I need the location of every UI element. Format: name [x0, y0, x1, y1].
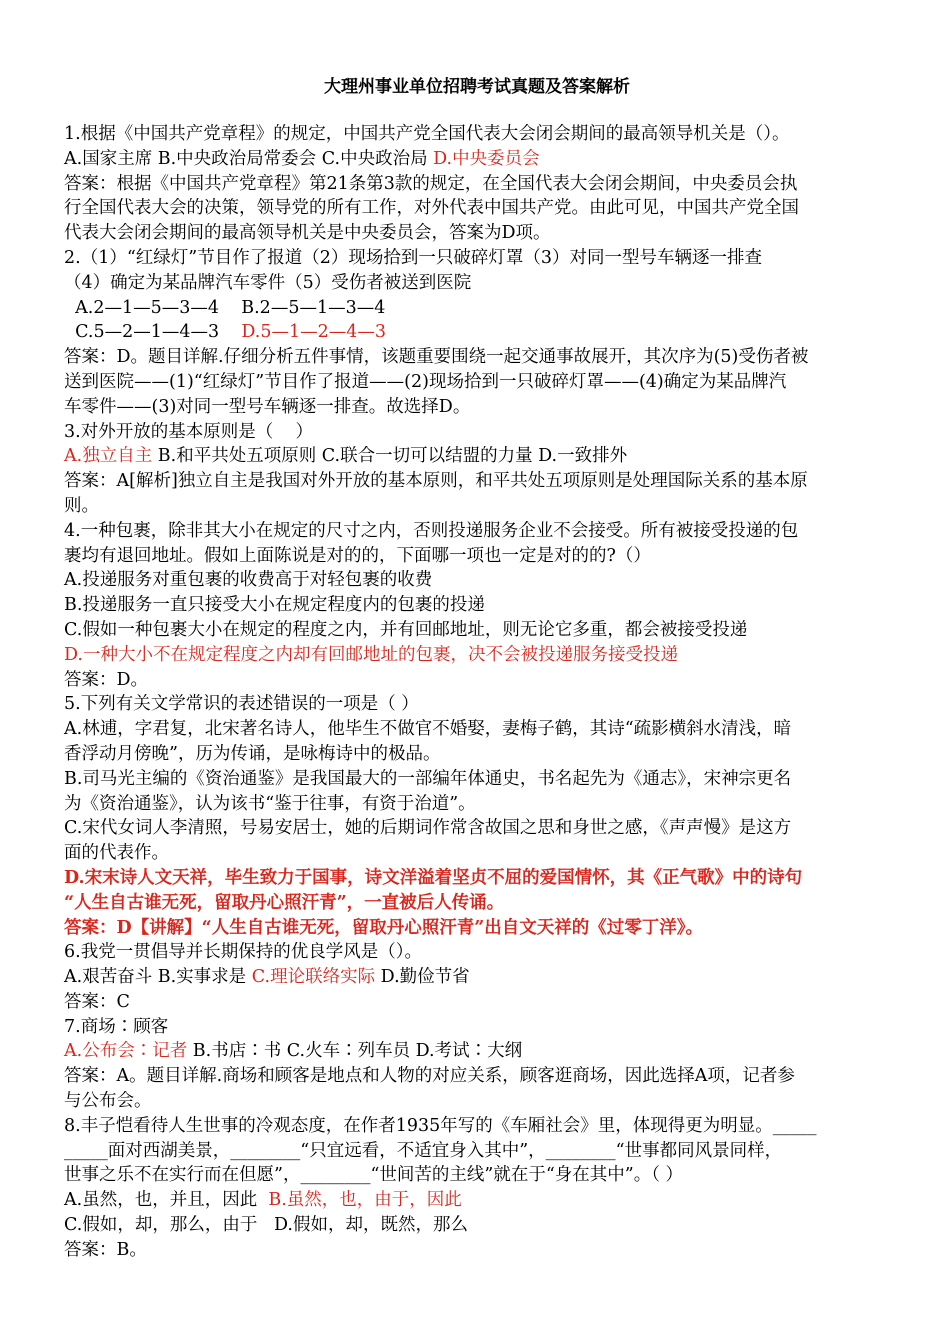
text-span: B.书店∶书 C.火车∶列车员 D.考试∶大纲 [187, 1041, 523, 1062]
answer-highlight: 答案：D【讲解】“人生自古谁无死，留取丹心照汗青”出自文天祥的《过零丁洋》。 [64, 917, 704, 938]
text-line [64, 618, 890, 643]
text-line [64, 940, 890, 965]
text-line [64, 916, 890, 941]
text-line [64, 717, 890, 742]
text-line [64, 643, 890, 668]
text-line [64, 568, 890, 593]
text-span: 2.（1）“红绿灯”节目作了报道（2）现场拾到一只破碎灯罩（3）对同一型号车辆逐一排查 [64, 247, 762, 268]
text-line [64, 519, 890, 544]
text-line [64, 221, 890, 246]
text-span: 答案：C [64, 991, 130, 1012]
text-line [64, 866, 890, 891]
text-line [64, 965, 890, 990]
text-line [64, 320, 890, 345]
text-line [64, 1015, 890, 1040]
text-span: 8.丰子恺看待人生世事的冷观态度，在作者1935年写的《车厢社会》里，体现得更为明显。_____ [64, 1115, 817, 1136]
text-line [64, 345, 890, 370]
answer-highlight: C.理论联络实际 [251, 967, 376, 988]
text-line [64, 1089, 890, 1114]
text-line [64, 593, 890, 618]
text-line [64, 990, 890, 1015]
answer-highlight: B.虽然，也，由于，因此 [268, 1190, 462, 1211]
text-span: 与公布会。 [64, 1091, 152, 1112]
text-span: 世事之乐不在实行而在但愿”，________“世间苦的主线”就在于“身在其中”。（ ） [64, 1165, 684, 1186]
text-line [64, 544, 890, 569]
answer-highlight: D.宋末诗人文天祥，毕生致力于国事，诗文洋溢着坚贞不屈的爱国情怀，其《正气歌》中的诗句 [64, 867, 803, 888]
text-span: 4.一种包裹，除非其大小在规定的尺寸之内，否则投递服务企业不会接受。所有被接受投递的包 [64, 520, 799, 541]
text-span: A.投递服务对重包裹的收费高于对轻包裹的收费 [64, 570, 433, 591]
text-span: C.假如一种包裹大小在规定的程度之内，并有回邮地址，则无论它多重，都会被接受投递 [64, 619, 748, 640]
text-line [64, 1114, 890, 1139]
text-line [64, 742, 890, 767]
text-line [64, 1238, 890, 1263]
text-line [64, 444, 890, 469]
answer-highlight: D.5—1—2—4—3 [241, 322, 387, 343]
text-span: 答案：D。 [64, 669, 149, 690]
text-span: 为《资治通鉴》，认为该书“鉴于往事，有资于治道”。 [64, 793, 476, 814]
answer-highlight: “人生自古谁无死，留取丹心照汗青”，一直被后人传诵。 [64, 892, 505, 913]
text-line [64, 767, 890, 792]
text-span: 答案：B。 [64, 1239, 147, 1260]
text-span: _____面对西湖美景，________“只宜远看，不适宜身入其中”，________“世事都同风景同样， [64, 1140, 783, 1161]
text-span: A.艰苦奋斗 B.实事求是 [64, 967, 252, 988]
text-span: B.和平共处五项原则 C.联合一切可以结盟的力量 D.一致排外 [152, 446, 628, 467]
text-line [64, 296, 890, 321]
document-title: 大理州事业单位招聘考试真题及答案解析 [324, 77, 630, 97]
text-span: 答案：A[解析]独立自主是我国对外开放的基本原则，和平共处五项原则是处理国际关系的基本原 [64, 471, 808, 492]
text-span: C.宋代女词人李清照，号易安居士，她的后期词作常含故国之思和身世之感，《声声慢》是这方 [64, 818, 792, 839]
text-span: 车零件——(3)对同一型号车辆逐一排查。故选择D。 [64, 396, 471, 417]
text-line [64, 271, 890, 296]
text-line [64, 1163, 890, 1188]
text-line [64, 469, 890, 494]
text-span: 答案：D。题目详解.仔细分析五件事情，该题重要围绕一起交通事故展开，其次序为(5)受伤者被 [64, 347, 809, 368]
answer-highlight: A.独立自主 [64, 446, 153, 467]
text-span: 6.我党一贯倡导并长期保持的优良学风是（）。 [64, 942, 422, 963]
text-span: A.虽然，也，并且，因此 [64, 1190, 269, 1211]
text-line [64, 172, 890, 197]
text-line [64, 1064, 890, 1089]
text-line [64, 494, 890, 519]
text-span: B.投递服务一直只接受大小在规定程度内的包裹的投递 [64, 595, 485, 616]
text-span: 5.下列有关文学常识的表述错误的一项是（ ） [64, 694, 419, 715]
text-span: A.林逋，字君复，北宋著名诗人，他毕生不做官不婚娶，妻梅子鹤，其诗“疏影横斜水清浅，暗 [64, 719, 792, 740]
text-span: A.国家主席 B.中央政治局常委会 C.中央政治局 [64, 148, 434, 169]
text-line [64, 370, 890, 395]
text-span: 面的代表作。 [64, 843, 169, 864]
text-line [64, 668, 890, 693]
text-span: 答案：A。题目详解.商场和顾客是地点和人物的对应关系，顾客逛商场，因此选择A项，记者参 [64, 1066, 795, 1087]
text-span: 代表大会闭会期间的最高领导机关是中央委员会，答案为D项。 [64, 223, 551, 244]
text-span: 3.对外开放的基本原则是（ ） [64, 421, 313, 442]
answer-highlight: D.中央委员会 [433, 148, 540, 169]
text-line [64, 692, 890, 717]
text-line [64, 891, 890, 916]
text-span: B.司马光主编的《资治通鉴》是我国最大的一部编年体通史，书名起先为《通志》，宋神宗更名 [64, 768, 792, 789]
document-body [64, 122, 890, 1263]
text-line [64, 1188, 890, 1213]
text-span: A.2—1—5—3—4 B.2—5—1—3—4 [64, 297, 386, 318]
text-line [64, 792, 890, 817]
text-span: 则。 [64, 495, 99, 516]
text-line [64, 841, 890, 866]
answer-highlight: A.公布会∶记者 [64, 1041, 188, 1062]
text-span: 裹均有退回地址。假如上面陈说是对的的，下面哪一项也一定是对的的?（） [64, 545, 651, 566]
answer-highlight: D.一种大小不在规定程度之内却有回邮地址的包裹，决不会被投递服务接受投递 [64, 644, 678, 665]
text-span: 1.根据《中国共产党章程》的规定，中国共产党全国代表大会闭会期间的最高领导机关是（）。 [64, 124, 790, 144]
text-span: 行全国代表大会的决策，领导党的所有工作，对外代表中国共产党。由此可见，中国共产党全国 [64, 198, 799, 219]
text-span: C.5—2—1—4—3 [64, 322, 242, 343]
text-line [64, 395, 890, 420]
text-line [64, 246, 890, 271]
text-line [64, 1139, 890, 1164]
text-line [64, 147, 890, 172]
text-line [64, 816, 890, 841]
text-line [64, 1039, 890, 1064]
text-span: （4）确定为某品牌汽车零件（5）受伤者被送到医院 [64, 272, 472, 293]
text-span: C.假如，却，那么，由于 D.假如，却，既然，那么 [64, 1215, 468, 1236]
text-line [64, 122, 890, 147]
text-span: 7.商场∶顾客 [64, 1016, 169, 1037]
text-span: 送到医院——(1)“红绿灯”节目作了报道——(2)现场拾到一只破碎灯罩——(4)确定为某品牌汽 [64, 371, 787, 392]
text-span: 答案：根据《中国共产党章程》第21条第3款的规定，在全国代表大会闭会期间，中央委员会执 [64, 173, 798, 194]
text-span: 香浮动月傍晚”，历为传诵，是咏梅诗中的极品。 [64, 743, 441, 764]
text-line [64, 1213, 890, 1238]
text-span: D.勤俭节省 [375, 967, 470, 988]
text-line [64, 420, 890, 445]
text-line [64, 196, 890, 221]
